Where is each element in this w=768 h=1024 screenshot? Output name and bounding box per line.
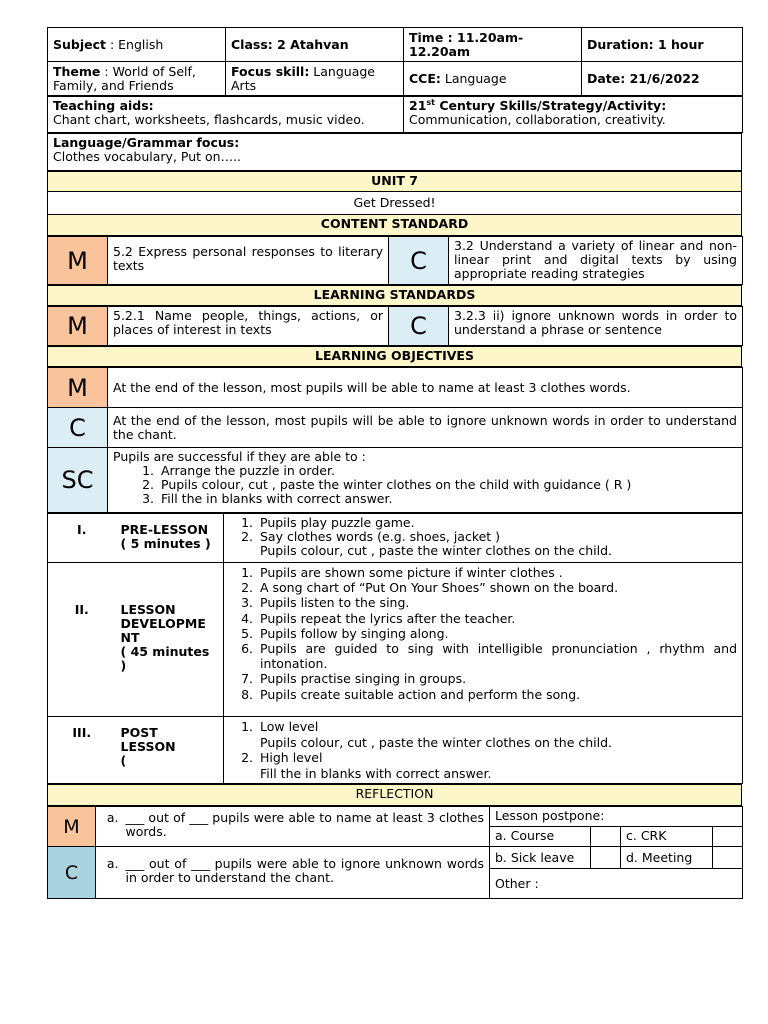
option-sick-leave: b. Sick leave <box>490 847 591 869</box>
focus-value: Language Arts <box>231 63 375 93</box>
ls-heading-table <box>47 285 742 306</box>
content-standard-c-text: 3.2 Understand a variety of linear and non-linear print and digital texts by using appropriate reading strategies <box>449 237 743 285</box>
theme-cell <box>48 62 226 96</box>
pre-lesson-title-1: PRE-LESSON <box>120 522 209 537</box>
content-standard-m-letter: M <box>48 237 108 285</box>
postpone-label: Lesson postpone: <box>490 807 743 827</box>
option-sick-leave-checkbox[interactable] <box>591 847 621 869</box>
skills-cell <box>404 97 743 133</box>
learning-standards-m-text: 5.2.1 Name people, things, actions, or places of interest in texts <box>108 307 389 346</box>
cce-value: Language <box>440 70 507 86</box>
learning-standards-table <box>47 306 743 346</box>
option-meeting-checkbox[interactable] <box>713 847 743 869</box>
teaching-aids-label: Teaching aids: <box>53 98 154 113</box>
content-standard-heading: CONTENT STANDARD <box>48 215 742 236</box>
success-criteria-letter: SC <box>48 448 108 513</box>
list-item <box>257 750 737 781</box>
unit-table <box>47 171 742 236</box>
reflection-c-marker: a. <box>96 847 121 899</box>
post-lesson-activities <box>224 717 743 784</box>
class-cell: Class: 2 Atahvan <box>226 28 404 62</box>
option-meeting: d. Meeting <box>621 847 713 869</box>
reflection-m-text: ___ out of ___ pupils were able to name at least 3 clothes words. <box>121 807 490 847</box>
post-item-1: Low level <box>260 719 319 734</box>
post-item-2: High level <box>260 750 323 765</box>
reflection-c-letter: C <box>48 847 96 899</box>
skills-value: Communication, collaboration, creativity. <box>409 112 666 127</box>
post-lesson-title-3: ( <box>120 753 127 768</box>
lo-heading-table <box>47 346 742 367</box>
reflection-m-marker: a. <box>96 807 121 847</box>
option-crk: c. CRK <box>621 827 713 847</box>
development-title <box>116 563 224 717</box>
time-cell: Time : 11.20am-12.20am <box>404 28 582 62</box>
teaching-aids-value: Chant chart, worksheets, flashcards, music video. <box>53 112 365 127</box>
list-item: 3. Fill the in blanks with correct answer. <box>158 492 737 506</box>
subject-label: Subject <box>53 36 106 52</box>
option-course-checkbox[interactable] <box>591 827 621 847</box>
success-criteria-list <box>113 464 737 506</box>
learning-standards-heading: LEARNING STANDARDS <box>48 286 742 306</box>
post-lesson-title-2: LESSON <box>120 739 176 754</box>
learning-objectives-m-text: At the end of the lesson, most pupils will be able to name at least 3 clothes words. <box>108 368 743 408</box>
pre-lesson-extra: Pupils colour, cut , paste the winter clothes on the child. <box>260 543 613 558</box>
learning-objectives-c-text: At the end of the lesson, most pupils will be able to ignore unknown words in order to understand the chant. <box>108 408 743 448</box>
skills-label <box>409 99 737 113</box>
learning-objectives-heading: LEARNING OBJECTIVES <box>48 347 742 367</box>
grammar-label: Language/Grammar focus: <box>53 135 240 150</box>
theme-label: Theme <box>53 63 101 79</box>
post-item-2-detail: Fill the in blanks with correct answer. <box>260 765 492 781</box>
aids-table <box>47 96 743 133</box>
development-number: II. <box>48 563 116 717</box>
reflection-m-letter: M <box>48 807 96 847</box>
learning-standards-c-text: 3.2.3 ii) ignore unknown words in order to understand a phrase or sentence <box>449 307 743 346</box>
list-item: 6. Pupils are guided to sing with intelligible pronunciation , rhythm and intonation. <box>257 641 737 671</box>
lesson-plan <box>47 27 742 899</box>
list-item: 1. Pupils are shown some picture if winter clothes . <box>257 565 737 580</box>
date-cell: Date: 21/6/2022 <box>582 62 743 96</box>
list-item: 4. Pupils repeat the lyrics after the teacher. <box>257 611 737 626</box>
reflection-c-text: ___ out of ___ pupils were able to ignore unknown words in order to understand the chant. <box>121 847 490 899</box>
learning-objectives-table <box>47 367 743 513</box>
post-item-1-detail: Pupils colour, cut , paste the winter clothes on the child. <box>260 734 613 750</box>
theme-value: : World of Self, Family, and Friends <box>53 63 196 93</box>
cce-label: CCE: <box>409 70 441 86</box>
pre-lesson-number: I. <box>48 514 116 563</box>
list-item: 1. Arrange the puzzle in order. <box>158 464 737 478</box>
lesson-stages-table <box>47 513 743 784</box>
learning-objectives-m-letter: M <box>48 368 108 408</box>
reflection-heading-table <box>47 784 742 806</box>
duration-cell: Duration: 1 hour <box>582 28 743 62</box>
development-title-1: LESSON <box>120 602 176 617</box>
development-title-3: NT <box>120 630 140 645</box>
header-table <box>47 27 743 96</box>
development-title-2: DEVELOPME <box>120 616 206 631</box>
unit-subtitle: Get Dressed! <box>48 192 742 215</box>
content-standard-table <box>47 236 743 285</box>
focus-cell <box>226 62 404 96</box>
list-item: 1. Pupils play puzzle game. <box>257 516 737 530</box>
list-item: 8. Pupils create suitable action and perform the song. <box>257 687 737 702</box>
development-title-4: ( 45 minutes <box>120 644 210 659</box>
list-item: 2. Say clothes words (e.g. shoes, jacket ) <box>257 530 737 544</box>
grammar-value: Clothes vocabulary, Put on….. <box>53 149 242 164</box>
development-activities <box>224 563 743 717</box>
post-lesson-title-1: POST <box>120 725 158 740</box>
skills-label-rest: Century Skills/Strategy/Activity: <box>435 98 667 113</box>
post-lesson-list <box>229 719 737 781</box>
option-course: a. Course <box>490 827 591 847</box>
reflection-heading: REFLECTION <box>48 785 742 806</box>
list-item: 3. Pupils listen to the sing. <box>257 595 737 610</box>
list-item: 7. Pupils practise singing in groups. <box>257 671 737 686</box>
list-item: 2. Pupils colour, cut , paste the winter clothes on the child with guidance ( R ) <box>158 478 737 492</box>
skills-label-prefix: 21 <box>409 98 427 113</box>
pre-lesson-title-2: ( 5 minutes ) <box>120 536 211 551</box>
development-title-5: ) <box>120 658 127 673</box>
learning-standards-m-letter: M <box>48 307 108 346</box>
subject-value: : English <box>106 36 164 52</box>
learning-objectives-c-letter: C <box>48 408 108 448</box>
grammar-table <box>47 133 742 171</box>
list-item <box>257 719 737 750</box>
subject-cell <box>48 28 226 62</box>
unit-title: UNIT 7 <box>48 172 742 192</box>
success-criteria-intro: Pupils are successful if they are able to : <box>113 449 366 464</box>
development-list <box>229 565 737 702</box>
list-item: 5. Pupils follow by singing along. <box>257 626 737 641</box>
content-standard-c-letter: C <box>389 237 449 285</box>
reflection-table <box>47 806 743 899</box>
list-item: 2. A song chart of “Put On Your Shoes” shown on the board. <box>257 580 737 595</box>
success-criteria-cell <box>108 448 743 513</box>
content-standard-m-text: 5.2 Express personal responses to literary texts <box>108 237 389 285</box>
teaching-aids-cell <box>48 97 404 133</box>
cce-cell <box>404 62 582 96</box>
post-lesson-title <box>116 717 224 784</box>
skills-label-sup: st <box>426 97 435 107</box>
focus-label: Focus skill: <box>231 63 310 79</box>
option-crk-checkbox[interactable] <box>713 827 743 847</box>
other-field[interactable]: Other : <box>490 869 743 899</box>
learning-standards-c-letter: C <box>389 307 449 346</box>
pre-lesson-title <box>116 514 224 563</box>
pre-lesson-list <box>229 516 737 544</box>
pre-lesson-activities <box>224 514 743 563</box>
post-lesson-number: III. <box>48 717 116 784</box>
grammar-cell <box>48 134 742 171</box>
